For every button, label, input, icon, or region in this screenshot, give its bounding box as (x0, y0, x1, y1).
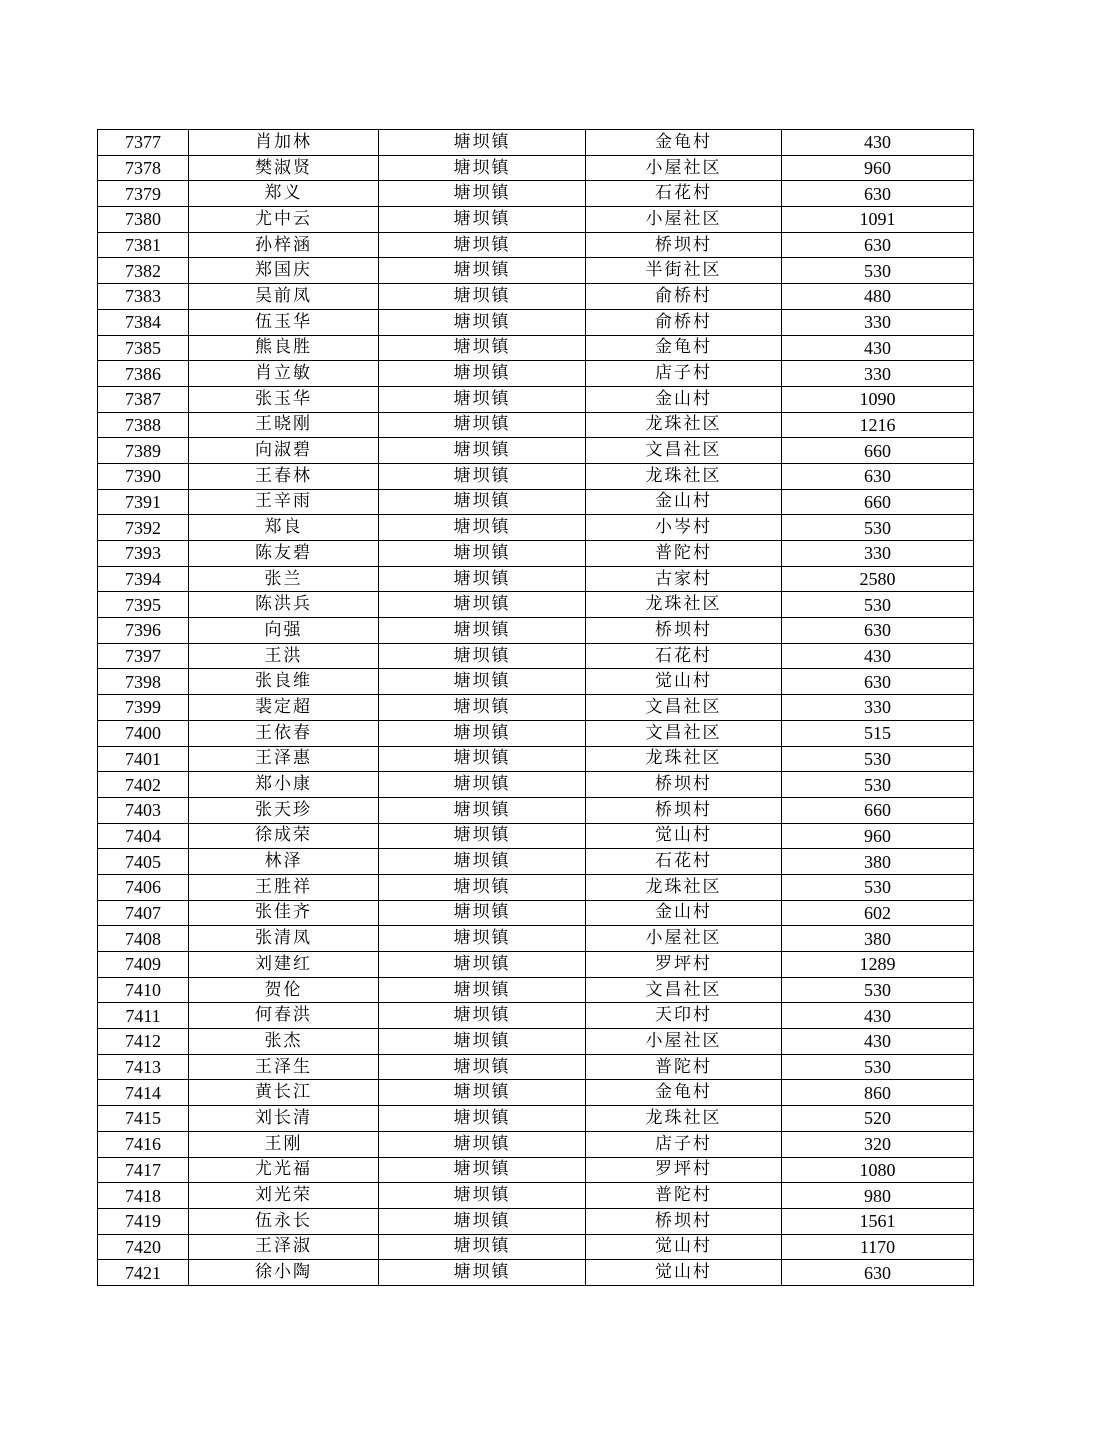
town-cell: 塘坝镇 (379, 309, 586, 335)
village-cell: 文昌社区 (586, 720, 782, 746)
serial-number-cell: 7382 (98, 258, 189, 284)
person-name-cell: 伍玉华 (189, 309, 379, 335)
village-cell: 龙珠社区 (586, 746, 782, 772)
serial-number-cell: 7401 (98, 746, 189, 772)
amount-cell: 2580 (782, 566, 974, 592)
serial-number-cell: 7381 (98, 232, 189, 258)
amount-cell: 330 (782, 695, 974, 721)
serial-number-cell: 7405 (98, 849, 189, 875)
town-cell: 塘坝镇 (379, 463, 586, 489)
village-cell: 俞桥村 (586, 284, 782, 310)
town-cell: 塘坝镇 (379, 1183, 586, 1209)
serial-number-cell: 7415 (98, 1106, 189, 1132)
table-row (98, 463, 974, 489)
town-cell: 塘坝镇 (379, 438, 586, 464)
table-row (98, 207, 974, 233)
town-cell: 塘坝镇 (379, 1260, 586, 1286)
town-cell: 塘坝镇 (379, 361, 586, 387)
town-cell: 塘坝镇 (379, 952, 586, 978)
serial-number-cell: 7391 (98, 489, 189, 515)
table-row (98, 412, 974, 438)
town-cell: 塘坝镇 (379, 1054, 586, 1080)
amount-cell: 630 (782, 181, 974, 207)
town-cell: 塘坝镇 (379, 515, 586, 541)
village-cell: 小屋社区 (586, 155, 782, 181)
amount-cell: 530 (782, 746, 974, 772)
table-row (98, 258, 974, 284)
village-cell: 店子村 (586, 361, 782, 387)
village-cell: 金山村 (586, 386, 782, 412)
village-cell: 小岑村 (586, 515, 782, 541)
person-name-cell: 林泽 (189, 849, 379, 875)
table-row (98, 926, 974, 952)
village-cell: 店子村 (586, 1131, 782, 1157)
town-cell: 塘坝镇 (379, 1157, 586, 1183)
village-cell: 小屋社区 (586, 1029, 782, 1055)
table-row (98, 361, 974, 387)
table-row (98, 1080, 974, 1106)
town-cell: 塘坝镇 (379, 1106, 586, 1132)
serial-number-cell: 7400 (98, 720, 189, 746)
serial-number-cell: 7410 (98, 977, 189, 1003)
person-name-cell: 刘建红 (189, 952, 379, 978)
village-cell: 普陀村 (586, 541, 782, 567)
table-row (98, 849, 974, 875)
village-cell: 半街社区 (586, 258, 782, 284)
person-name-cell: 张清凤 (189, 926, 379, 952)
village-cell: 觉山村 (586, 1260, 782, 1286)
table-row (98, 952, 974, 978)
village-cell: 龙珠社区 (586, 592, 782, 618)
person-name-cell: 肖立敏 (189, 361, 379, 387)
town-cell: 塘坝镇 (379, 232, 586, 258)
amount-cell: 380 (782, 849, 974, 875)
serial-number-cell: 7388 (98, 412, 189, 438)
person-name-cell: 郑小康 (189, 772, 379, 798)
serial-number-cell: 7402 (98, 772, 189, 798)
serial-number-cell: 7406 (98, 874, 189, 900)
person-name-cell: 张天珍 (189, 797, 379, 823)
town-cell: 塘坝镇 (379, 155, 586, 181)
amount-cell: 530 (782, 977, 974, 1003)
serial-number-cell: 7421 (98, 1260, 189, 1286)
serial-number-cell: 7417 (98, 1157, 189, 1183)
serial-number-cell: 7387 (98, 386, 189, 412)
amount-cell: 515 (782, 720, 974, 746)
town-cell: 塘坝镇 (379, 797, 586, 823)
town-cell: 塘坝镇 (379, 643, 586, 669)
person-name-cell: 张佳齐 (189, 900, 379, 926)
village-cell: 罗坪村 (586, 1157, 782, 1183)
person-name-cell: 王胜祥 (189, 874, 379, 900)
amount-cell: 660 (782, 489, 974, 515)
serial-number-cell: 7420 (98, 1234, 189, 1260)
village-cell: 觉山村 (586, 823, 782, 849)
person-name-cell: 黄长江 (189, 1080, 379, 1106)
village-cell: 石花村 (586, 643, 782, 669)
village-cell: 罗坪村 (586, 952, 782, 978)
person-name-cell: 尤光福 (189, 1157, 379, 1183)
table-row (98, 541, 974, 567)
table-row (98, 1208, 974, 1234)
village-cell: 古家村 (586, 566, 782, 592)
person-name-cell: 陈洪兵 (189, 592, 379, 618)
serial-number-cell: 7399 (98, 695, 189, 721)
person-name-cell: 向淑碧 (189, 438, 379, 464)
village-cell: 桥坝村 (586, 618, 782, 644)
town-cell: 塘坝镇 (379, 592, 586, 618)
person-name-cell: 肖加林 (189, 130, 379, 156)
serial-number-cell: 7413 (98, 1054, 189, 1080)
amount-cell: 320 (782, 1131, 974, 1157)
town-cell: 塘坝镇 (379, 1003, 586, 1029)
town-cell: 塘坝镇 (379, 720, 586, 746)
amount-cell: 602 (782, 900, 974, 926)
village-cell: 觉山村 (586, 669, 782, 695)
table-row (98, 489, 974, 515)
person-name-cell: 张杰 (189, 1029, 379, 1055)
village-cell: 桥坝村 (586, 772, 782, 798)
serial-number-cell: 7377 (98, 130, 189, 156)
town-cell: 塘坝镇 (379, 181, 586, 207)
serial-number-cell: 7408 (98, 926, 189, 952)
person-name-cell: 王晓刚 (189, 412, 379, 438)
person-name-cell: 刘光荣 (189, 1183, 379, 1209)
roster-table (97, 129, 974, 1286)
village-cell: 天印村 (586, 1003, 782, 1029)
village-cell: 金山村 (586, 489, 782, 515)
village-cell: 龙珠社区 (586, 874, 782, 900)
serial-number-cell: 7398 (98, 669, 189, 695)
town-cell: 塘坝镇 (379, 1234, 586, 1260)
table-row (98, 1029, 974, 1055)
person-name-cell: 贺伦 (189, 977, 379, 1003)
table-row (98, 1183, 974, 1209)
person-name-cell: 张玉华 (189, 386, 379, 412)
table-row (98, 643, 974, 669)
table-row (98, 618, 974, 644)
amount-cell: 630 (782, 463, 974, 489)
village-cell: 龙珠社区 (586, 412, 782, 438)
amount-cell: 960 (782, 823, 974, 849)
table-row (98, 515, 974, 541)
town-cell: 塘坝镇 (379, 900, 586, 926)
person-name-cell: 陈友碧 (189, 541, 379, 567)
serial-number-cell: 7395 (98, 592, 189, 618)
person-name-cell: 王泽淑 (189, 1234, 379, 1260)
village-cell: 龙珠社区 (586, 463, 782, 489)
town-cell: 塘坝镇 (379, 823, 586, 849)
serial-number-cell: 7380 (98, 207, 189, 233)
village-cell: 觉山村 (586, 1234, 782, 1260)
person-name-cell: 徐小陶 (189, 1260, 379, 1286)
amount-cell: 1170 (782, 1234, 974, 1260)
serial-number-cell: 7416 (98, 1131, 189, 1157)
serial-number-cell: 7393 (98, 541, 189, 567)
serial-number-cell: 7418 (98, 1183, 189, 1209)
amount-cell: 520 (782, 1106, 974, 1132)
town-cell: 塘坝镇 (379, 258, 586, 284)
serial-number-cell: 7378 (98, 155, 189, 181)
table-row (98, 797, 974, 823)
amount-cell: 530 (782, 515, 974, 541)
village-cell: 金山村 (586, 900, 782, 926)
town-cell: 塘坝镇 (379, 1080, 586, 1106)
person-name-cell: 王辛雨 (189, 489, 379, 515)
person-name-cell: 王依春 (189, 720, 379, 746)
serial-number-cell: 7392 (98, 515, 189, 541)
amount-cell: 530 (782, 592, 974, 618)
village-cell: 金龟村 (586, 130, 782, 156)
amount-cell: 630 (782, 618, 974, 644)
person-name-cell: 徐成荣 (189, 823, 379, 849)
town-cell: 塘坝镇 (379, 1131, 586, 1157)
amount-cell: 1561 (782, 1208, 974, 1234)
table-row (98, 309, 974, 335)
village-cell: 桥坝村 (586, 232, 782, 258)
amount-cell: 1090 (782, 386, 974, 412)
table-row (98, 1234, 974, 1260)
town-cell: 塘坝镇 (379, 874, 586, 900)
village-cell: 普陀村 (586, 1183, 782, 1209)
village-cell: 金龟村 (586, 335, 782, 361)
village-cell: 俞桥村 (586, 309, 782, 335)
person-name-cell: 裴定超 (189, 695, 379, 721)
serial-number-cell: 7414 (98, 1080, 189, 1106)
serial-number-cell: 7384 (98, 309, 189, 335)
village-cell: 文昌社区 (586, 977, 782, 1003)
amount-cell: 630 (782, 232, 974, 258)
village-cell: 桥坝村 (586, 797, 782, 823)
serial-number-cell: 7385 (98, 335, 189, 361)
village-cell: 金龟村 (586, 1080, 782, 1106)
serial-number-cell: 7411 (98, 1003, 189, 1029)
amount-cell: 530 (782, 874, 974, 900)
town-cell: 塘坝镇 (379, 284, 586, 310)
table-row (98, 181, 974, 207)
town-cell: 塘坝镇 (379, 489, 586, 515)
table-row (98, 900, 974, 926)
person-name-cell: 张兰 (189, 566, 379, 592)
table-row (98, 566, 974, 592)
person-name-cell: 樊淑贤 (189, 155, 379, 181)
person-name-cell: 伍永长 (189, 1208, 379, 1234)
town-cell: 塘坝镇 (379, 386, 586, 412)
person-name-cell: 张良维 (189, 669, 379, 695)
village-cell: 小屋社区 (586, 926, 782, 952)
village-cell: 普陀村 (586, 1054, 782, 1080)
serial-number-cell: 7379 (98, 181, 189, 207)
table-row (98, 1003, 974, 1029)
town-cell: 塘坝镇 (379, 977, 586, 1003)
town-cell: 塘坝镇 (379, 772, 586, 798)
table-row (98, 874, 974, 900)
person-name-cell: 刘长清 (189, 1106, 379, 1132)
town-cell: 塘坝镇 (379, 1029, 586, 1055)
town-cell: 塘坝镇 (379, 130, 586, 156)
town-cell: 塘坝镇 (379, 669, 586, 695)
table-row (98, 720, 974, 746)
amount-cell: 430 (782, 130, 974, 156)
serial-number-cell: 7407 (98, 900, 189, 926)
serial-number-cell: 7390 (98, 463, 189, 489)
table-row (98, 823, 974, 849)
village-cell: 文昌社区 (586, 438, 782, 464)
town-cell: 塘坝镇 (379, 566, 586, 592)
amount-cell: 1216 (782, 412, 974, 438)
person-name-cell: 熊良胜 (189, 335, 379, 361)
serial-number-cell: 7403 (98, 797, 189, 823)
amount-cell: 530 (782, 772, 974, 798)
village-cell: 石花村 (586, 849, 782, 875)
table-row (98, 284, 974, 310)
town-cell: 塘坝镇 (379, 695, 586, 721)
table-row (98, 592, 974, 618)
person-name-cell: 王泽惠 (189, 746, 379, 772)
person-name-cell: 王刚 (189, 1131, 379, 1157)
amount-cell: 530 (782, 258, 974, 284)
table-row (98, 386, 974, 412)
table-row (98, 1106, 974, 1132)
town-cell: 塘坝镇 (379, 1208, 586, 1234)
amount-cell: 630 (782, 1260, 974, 1286)
serial-number-cell: 7412 (98, 1029, 189, 1055)
town-cell: 塘坝镇 (379, 618, 586, 644)
table-row (98, 1054, 974, 1080)
village-cell: 石花村 (586, 181, 782, 207)
serial-number-cell: 7396 (98, 618, 189, 644)
amount-cell: 430 (782, 335, 974, 361)
amount-cell: 980 (782, 1183, 974, 1209)
person-name-cell: 尤中云 (189, 207, 379, 233)
person-name-cell: 王洪 (189, 643, 379, 669)
village-cell: 文昌社区 (586, 695, 782, 721)
table-row (98, 155, 974, 181)
amount-cell: 630 (782, 669, 974, 695)
amount-cell: 530 (782, 1054, 974, 1080)
table-row (98, 977, 974, 1003)
amount-cell: 660 (782, 797, 974, 823)
serial-number-cell: 7394 (98, 566, 189, 592)
serial-number-cell: 7419 (98, 1208, 189, 1234)
table-row (98, 772, 974, 798)
town-cell: 塘坝镇 (379, 335, 586, 361)
amount-cell: 480 (782, 284, 974, 310)
amount-cell: 330 (782, 361, 974, 387)
person-name-cell: 王泽生 (189, 1054, 379, 1080)
person-name-cell: 孙梓涵 (189, 232, 379, 258)
serial-number-cell: 7389 (98, 438, 189, 464)
town-cell: 塘坝镇 (379, 746, 586, 772)
amount-cell: 1289 (782, 952, 974, 978)
amount-cell: 330 (782, 541, 974, 567)
amount-cell: 1080 (782, 1157, 974, 1183)
person-name-cell: 郑义 (189, 181, 379, 207)
amount-cell: 330 (782, 309, 974, 335)
table-row (98, 335, 974, 361)
amount-cell: 1091 (782, 207, 974, 233)
amount-cell: 430 (782, 1029, 974, 1055)
amount-cell: 660 (782, 438, 974, 464)
person-name-cell: 向强 (189, 618, 379, 644)
amount-cell: 860 (782, 1080, 974, 1106)
town-cell: 塘坝镇 (379, 849, 586, 875)
village-cell: 小屋社区 (586, 207, 782, 233)
town-cell: 塘坝镇 (379, 541, 586, 567)
person-name-cell: 王春林 (189, 463, 379, 489)
table-row (98, 438, 974, 464)
table-row (98, 746, 974, 772)
town-cell: 塘坝镇 (379, 926, 586, 952)
roster-table-body (98, 130, 974, 1286)
person-name-cell: 何春洪 (189, 1003, 379, 1029)
person-name-cell: 吴前凤 (189, 284, 379, 310)
village-cell: 桥坝村 (586, 1208, 782, 1234)
table-row (98, 232, 974, 258)
table-row (98, 130, 974, 156)
person-name-cell: 郑良 (189, 515, 379, 541)
town-cell: 塘坝镇 (379, 412, 586, 438)
person-name-cell: 郑国庆 (189, 258, 379, 284)
table-row (98, 695, 974, 721)
table-row (98, 669, 974, 695)
town-cell: 塘坝镇 (379, 207, 586, 233)
amount-cell: 430 (782, 643, 974, 669)
table-row (98, 1157, 974, 1183)
amount-cell: 430 (782, 1003, 974, 1029)
table-row (98, 1260, 974, 1286)
serial-number-cell: 7409 (98, 952, 189, 978)
amount-cell: 380 (782, 926, 974, 952)
serial-number-cell: 7397 (98, 643, 189, 669)
serial-number-cell: 7383 (98, 284, 189, 310)
amount-cell: 960 (782, 155, 974, 181)
village-cell: 龙珠社区 (586, 1106, 782, 1132)
serial-number-cell: 7404 (98, 823, 189, 849)
serial-number-cell: 7386 (98, 361, 189, 387)
table-row (98, 1131, 974, 1157)
